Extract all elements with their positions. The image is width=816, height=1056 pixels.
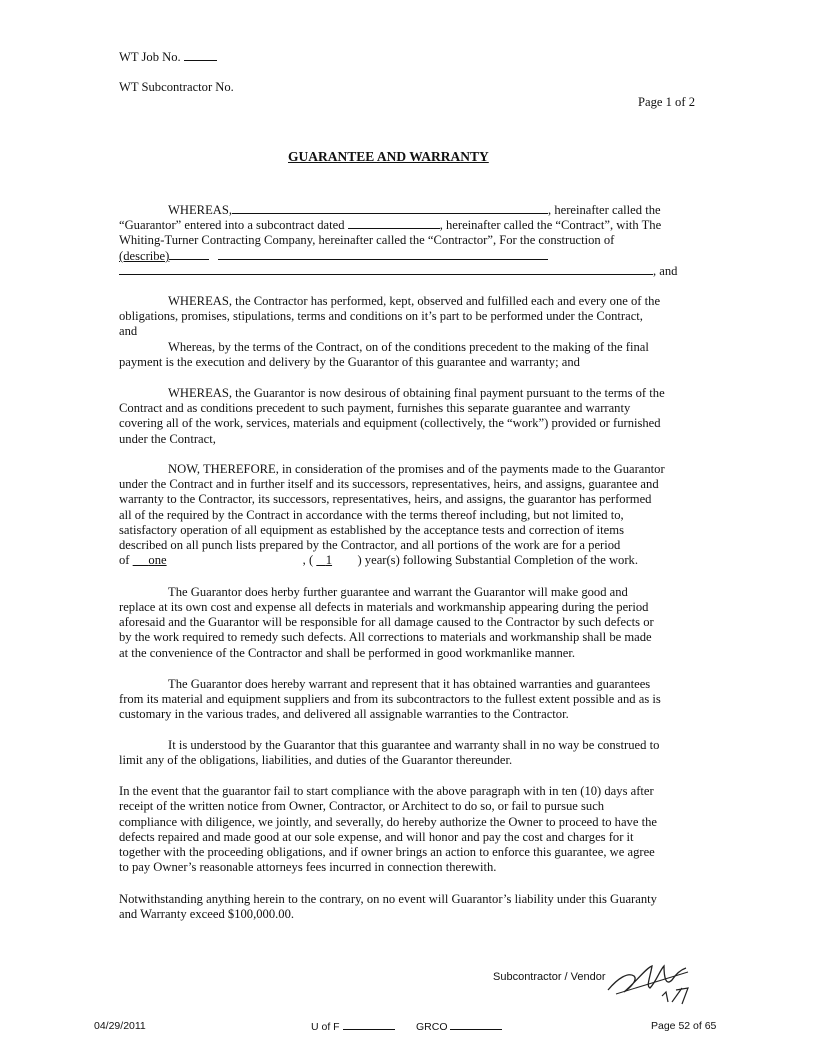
grco-blank[interactable] bbox=[450, 1020, 502, 1030]
p1-l1-tail: , hereinafter called the bbox=[548, 203, 661, 217]
u-of-f-blank[interactable] bbox=[343, 1020, 395, 1030]
p4-line-3: covering all of the work, services, materials and equipment (collectively, the “work”) provided or furnished bbox=[119, 416, 661, 430]
p3-line-1: Whereas, by the terms of the Contract, on of the conditions precedent to the making of the final bbox=[168, 340, 649, 354]
grco-label: GRCO bbox=[416, 1021, 448, 1033]
p1-line-5 bbox=[119, 263, 677, 279]
p3-line-2: payment is the execution and delivery by the Guarantor of this guarantee and warranty; and bbox=[119, 355, 580, 369]
p4-line-4: under the Contract, bbox=[119, 432, 216, 446]
p8-line-2: limit any of the obligations, liabilities, and duties of the Guarantor thereunder. bbox=[119, 753, 513, 767]
wt-subcontractor-no-label: WT Subcontractor No. bbox=[119, 80, 234, 94]
footer-grco bbox=[416, 1020, 502, 1033]
footer-u-of-f bbox=[311, 1020, 395, 1033]
guarantor-name-blank[interactable] bbox=[232, 202, 548, 214]
p6-line-3: aforesaid and the Guarantor will be responsible for all damage caused to the Contractor by such defects or bbox=[119, 615, 654, 629]
p4-line-2: Contract and as conditions precedent to such payment, furnishes this separate guarantee and warranty bbox=[119, 401, 631, 415]
p1-line-2 bbox=[119, 217, 661, 233]
period-number-value: 1 bbox=[325, 553, 333, 567]
p10-line-1: Notwithstanding anything herein to the contrary, on no event will Guarantor’s liability under this Guaranty bbox=[119, 892, 657, 906]
p1-l5-tail: , and bbox=[653, 264, 678, 278]
footer-page: Page 52 of 65 bbox=[651, 1020, 717, 1032]
p2-line-1: WHEREAS, the Contractor has performed, kept, observed and fulfilled each and every one of the bbox=[168, 294, 661, 308]
p7-line-2: from its material and equipment suppliers and from its subcontractors to the fullest extent possible and as is bbox=[119, 692, 661, 706]
p9-line-4: defects repaired and made good at our sole expense, and will honor and pay the cost and charges for it bbox=[119, 830, 634, 844]
p6-line-2: replace at its own cost and expense all defects in materials and workmanship appearing during the period bbox=[119, 600, 649, 614]
p2-line-3: and bbox=[119, 324, 138, 338]
p5-line-7 bbox=[119, 553, 638, 568]
document-title: GUARANTEE AND WARRANTY bbox=[288, 149, 489, 164]
p2-line-2: obligations, promises, stipulations, terms and conditions on it’s part to be performed under the Contract, bbox=[119, 309, 643, 323]
p5-line-1: NOW, THEREFORE, in consideration of the promises and of the payments made to the Guarantor bbox=[168, 462, 665, 476]
p1-l2-a: “Guarantor” entered into a subcontract dated bbox=[119, 218, 345, 232]
p9-line-6: to pay Owner’s reasonable attorneys fees incurred in connection therewith. bbox=[119, 860, 497, 874]
p5-line-2: under the Contract and in further itself and its successors, representatives, heirs, and assigns, guarantee and bbox=[119, 477, 659, 491]
p1-line-1 bbox=[168, 202, 661, 218]
wt-job-no bbox=[119, 49, 217, 65]
p6-line-1: The Guarantor does herby further guarantee and warrant the Guarantor will make good and bbox=[168, 585, 628, 599]
wt-job-no-blank[interactable] bbox=[184, 49, 217, 61]
p9-line-1: In the event that the guarantor fail to start compliance with the above paragraph with in ten (10) days after bbox=[119, 784, 654, 798]
of-label: of bbox=[119, 553, 130, 567]
p8-line-1: It is understood by the Guarantor that this guarantee and warranty shall in no way be construed to bbox=[168, 738, 660, 752]
p1-line-4 bbox=[119, 248, 548, 264]
p9-line-2: receipt of the written notice from Owner, Contractor, or Architect to do so, or fail to pursue such bbox=[119, 799, 605, 813]
p7-line-3: customary in the various trades, and delivered all assignable warranties to the Contractor. bbox=[119, 707, 569, 721]
p9-line-5: together with the proceeding obligations, and if owner brings an action to enforce this guarantee, we agree bbox=[119, 845, 655, 859]
period-words-field[interactable] bbox=[133, 553, 303, 568]
p7-line-1: The Guarantor does hereby warrant and represent that it has obtained warranties and guarantees bbox=[168, 677, 651, 691]
period-words-value: one bbox=[148, 553, 167, 567]
describe-blank-3[interactable] bbox=[119, 263, 653, 275]
signature-label: Subcontractor / Vendor bbox=[493, 971, 606, 983]
p5-line-6: described on all punch lists prepared by the Contractor, and all portions of the work are for a period bbox=[119, 538, 621, 552]
period-sep: , ( bbox=[302, 553, 314, 567]
p6-line-4: by the work required to remedy such defects. All corrections to materials and workmanship shall be made bbox=[119, 630, 652, 644]
describe-blank-2[interactable] bbox=[218, 248, 548, 260]
subcontract-date-blank[interactable] bbox=[348, 217, 440, 229]
p6-line-5: at the convenience of the Contractor and shall be performed in good workmanlike manner. bbox=[119, 646, 576, 660]
u-of-f-label: U of F bbox=[311, 1021, 340, 1033]
whereas-label: WHEREAS, bbox=[168, 203, 233, 217]
handwritten-signature bbox=[606, 958, 706, 1008]
p5-line-3: warranty to the Contractor, its successors, representatives, heirs, and assigns, the guarantor has performed bbox=[119, 492, 652, 506]
p1-line-3: Whiting-Turner Contracting Company, hereinafter called the “Contractor”, For the construction of bbox=[119, 233, 615, 247]
describe-label: (describe) bbox=[119, 249, 170, 263]
p1-l2-b: , hereinafter called the “Contract”, with The bbox=[439, 218, 662, 232]
p5-line-5: satisfactory operation of all equipment as established by the acceptance tests and correction of items bbox=[119, 523, 624, 537]
describe-blank-1[interactable] bbox=[169, 248, 209, 260]
p5-line-4: all of the required by the Contract in accordance with the terms thereof including, but not limited to, bbox=[119, 508, 624, 522]
wt-job-no-label: WT Job No. bbox=[119, 50, 181, 64]
page-indicator: Page 1 of 2 bbox=[637, 95, 695, 109]
p9-line-3: compliance with diligence, we jointly, and severally, do hereby authorize the Owner to proceed to have the bbox=[119, 815, 657, 829]
p10-line-2: and Warranty exceed $100,000.00. bbox=[119, 907, 295, 921]
p4-line-1: WHEREAS, the Guarantor is now desirous of obtaining final payment pursuant to the terms of the bbox=[168, 386, 665, 400]
footer-date: 04/29/2011 bbox=[94, 1020, 146, 1032]
period-number-field[interactable] bbox=[316, 553, 354, 568]
p5-tail: ) year(s) following Substantial Completion of the work. bbox=[357, 553, 638, 567]
